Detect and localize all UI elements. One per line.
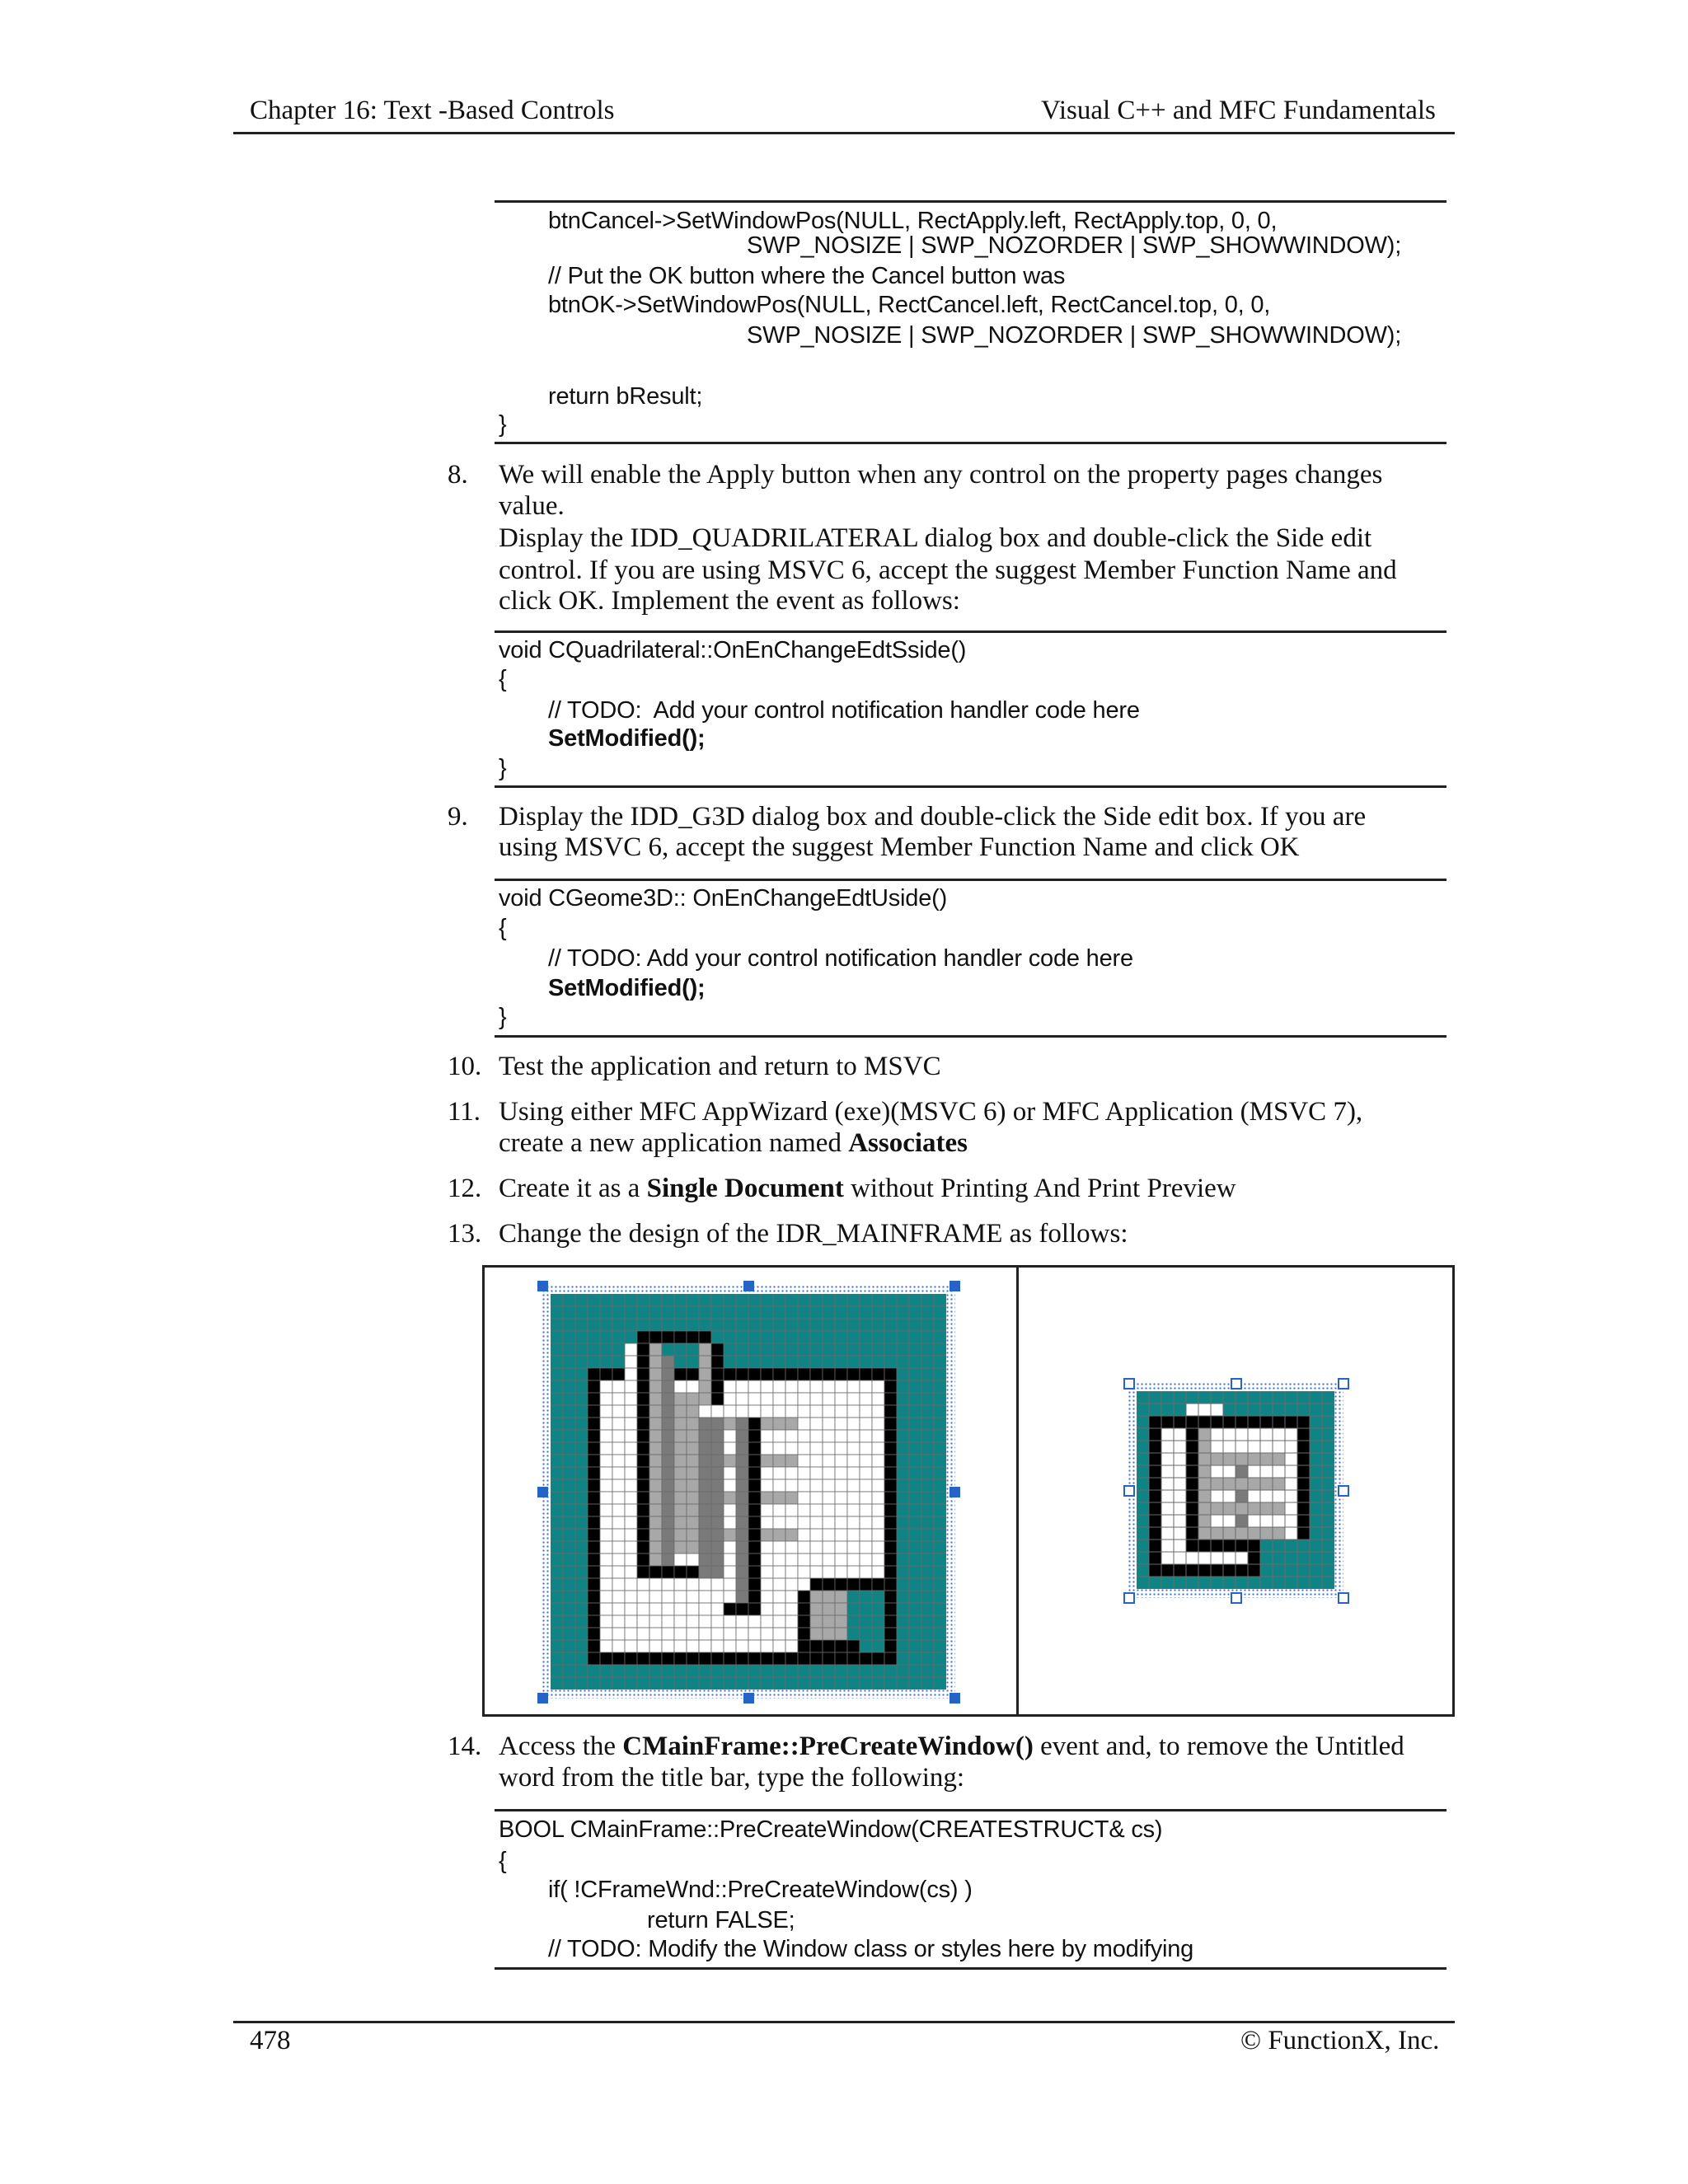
copyright: © FunctionX, Inc. <box>1240 2026 1440 2055</box>
code-line: // TODO: Add your control notification handler code here <box>548 945 1133 972</box>
running-header-chapter: Chapter 16: Text -Based Controls <box>250 96 615 125</box>
footer-rule <box>233 2021 1455 2023</box>
resize-handle[interactable] <box>1123 1485 1135 1497</box>
code-line: SetModified(); <box>548 725 706 752</box>
step-number: 9. <box>448 802 468 832</box>
resize-handle[interactable] <box>1338 1485 1349 1497</box>
step-number: 11. <box>448 1097 481 1127</box>
resize-handle[interactable] <box>1123 1592 1135 1604</box>
code-block-4-bottom-rule <box>495 1967 1447 1970</box>
step-8-text: control. If you are using MSVC 6, accept the suggest Member Function Name and <box>499 555 1397 585</box>
paperclip-document-icon-32[interactable] <box>551 1294 946 1690</box>
code-block-1-top-rule <box>495 200 1447 203</box>
code-line: } <box>499 1004 507 1030</box>
step-14-text: word from the title bar, type the following: <box>499 1763 965 1793</box>
step-11-text: Using either MFC AppWizard (exe)(MSVC 6) or MFC Application (MSVC 7), <box>499 1097 1363 1127</box>
code-line: // TODO: Add your control notification handler code here <box>548 697 1140 724</box>
page-number: 478 <box>250 2026 291 2055</box>
resize-handle[interactable] <box>1123 1378 1135 1390</box>
step-number: 8. <box>448 460 468 490</box>
step-8-text: Display the IDD_QUADRILATERAL dialog box and double-click the Side edit <box>499 523 1372 553</box>
resize-handle[interactable] <box>950 1487 960 1497</box>
resize-handle[interactable] <box>743 1281 754 1291</box>
code-line: { <box>499 915 507 941</box>
step-9-text: using MSVC 6, accept the suggest Member Function Name and click OK <box>499 832 1300 862</box>
code-line: void CGeome3D:: OnEnChangeEdtUside() <box>499 885 948 912</box>
code-line: return bResult; <box>548 383 703 410</box>
code-line: // TODO: Modify the Window class or styles here by modifying <box>548 1936 1194 1962</box>
paperclip-document-icon-16[interactable] <box>1137 1391 1334 1589</box>
header-rule <box>233 132 1455 134</box>
figure-divider <box>1016 1265 1019 1717</box>
step-number: 13. <box>448 1219 482 1249</box>
resize-handle[interactable] <box>1338 1592 1349 1604</box>
code-line: SetModified(); <box>548 975 706 1001</box>
resize-handle[interactable] <box>537 1693 548 1704</box>
code-block-2-bottom-rule <box>495 785 1447 788</box>
running-header-book-title: Visual C++ and MFC Fundamentals <box>1041 96 1436 125</box>
step-10-text: Test the application and return to MSVC <box>499 1052 941 1081</box>
step-8-text: We will enable the Apply button when any control on the property pages changes <box>499 460 1383 490</box>
resize-handle[interactable] <box>1231 1592 1242 1604</box>
code-block-3-top-rule <box>495 879 1447 881</box>
step-8-text: click OK. Implement the event as follows: <box>499 586 960 616</box>
code-line: SWP_NOSIZE | SWP_NOZORDER | SWP_SHOWWINDOW); <box>747 232 1402 259</box>
step-13-text: Change the design of the IDR_MAINFRAME as follows: <box>499 1219 1128 1249</box>
resize-handle[interactable] <box>950 1281 960 1291</box>
step-number: 10. <box>448 1052 482 1081</box>
code-line: } <box>499 755 507 781</box>
resize-handle[interactable] <box>743 1693 754 1704</box>
resize-handle[interactable] <box>950 1693 960 1704</box>
code-block-1-bottom-rule <box>495 442 1447 444</box>
code-line: btnCancel->SetWindowPos(NULL, RectApply.left, RectApply.top, 0, 0, <box>548 208 1278 234</box>
code-block-3-bottom-rule <box>495 1035 1447 1038</box>
code-line: } <box>499 411 507 438</box>
code-line: { <box>499 666 507 692</box>
step-number: 12. <box>448 1174 482 1203</box>
resize-handle[interactable] <box>537 1487 548 1497</box>
code-line: if( !CFrameWnd::PreCreateWindow(cs) ) <box>548 1877 973 1903</box>
step-14-text: Access the CMainFrame::PreCreateWindow() event and, to remove the Untitled <box>499 1732 1404 1761</box>
code-block-4-top-rule <box>495 1809 1447 1811</box>
step-8-text: value. <box>499 491 565 521</box>
step-number: 14. <box>448 1732 482 1761</box>
resize-handle[interactable] <box>1338 1378 1349 1390</box>
code-line: return FALSE; <box>647 1907 795 1933</box>
code-line: SWP_NOSIZE | SWP_NOZORDER | SWP_SHOWWINDOW); <box>747 322 1402 349</box>
step-9-text: Display the IDD_G3D dialog box and double-click the Side edit box. If you are <box>499 802 1367 832</box>
app-name: Associates <box>848 1128 968 1158</box>
code-block-2-top-rule <box>495 630 1447 633</box>
resize-handle[interactable] <box>537 1281 548 1291</box>
code-line: btnOK->SetWindowPos(NULL, RectCancel.left, RectCancel.top, 0, 0, <box>548 292 1271 318</box>
step-11-text: create a new application named Associates <box>499 1128 968 1158</box>
resize-handle[interactable] <box>1231 1378 1242 1390</box>
code-line: // Put the OK button where the Cancel button was <box>548 263 1066 289</box>
code-line: BOOL CMainFrame::PreCreateWindow(CREATESTRUCT& cs) <box>499 1816 1163 1843</box>
step-12-text: Create it as a Single Document without Printing And Print Preview <box>499 1174 1236 1203</box>
code-line: void CQuadrilateral::OnEnChangeEdtSside() <box>499 637 967 663</box>
code-line: { <box>499 1848 507 1874</box>
